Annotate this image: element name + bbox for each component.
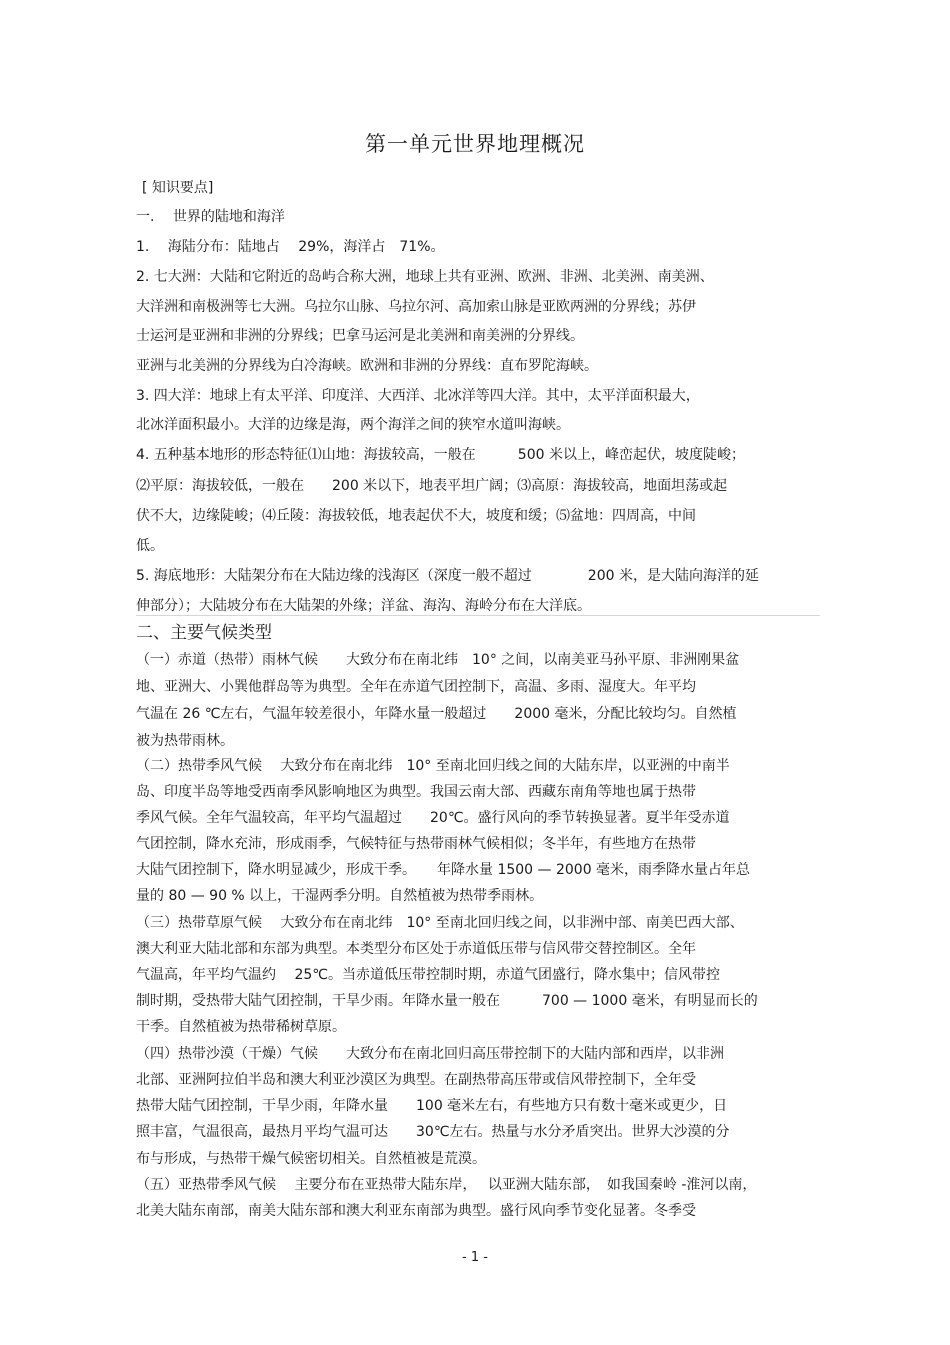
text-line: 干季。自然植被为热带稀树草原。 (136, 1019, 346, 1035)
text-line: （五）亚热带季风气候 主要分布在亚热带大陆东岸， 以亚洲大陆东部， 如我国秦岭 -淮河以南， (136, 1177, 757, 1193)
text-line: 5. 海底地形：大陆架分布在大陆边缘的浅海区（深度一般不超过 200 米，是大陆向海洋的延 (136, 568, 759, 584)
text-line: 伏不大，边缘陡峻；⑷丘陵：海拔较低，地表起伏不大，坡度和缓；⑸盆地：四周高，中间 (136, 508, 696, 524)
text-line: 大洋洲和南极洲等七大洲。乌拉尔山脉、乌拉尔河、高加索山脉是亚欧两洲的分界线；苏伊 (136, 299, 696, 315)
text-line: 士运河是亚洲和非洲的分界线；巴拿马运河是北美洲和南美洲的分界线。 (136, 328, 584, 344)
text-line: 气团控制，降水充沛，形成雨季，气候特征与热带雨林气候相似；冬半年，有些地方在热带 (136, 836, 696, 852)
section1-heading: 一. 世界的陆地和海洋 (136, 209, 285, 225)
text-line: 4. 五种基本地形的形态特征⑴山地：海拔较高，一般在 500 米以上，峰峦起伏，坡度陡峻； (136, 447, 745, 463)
text-line: 岛、印度半岛等地受西南季风影响地区为典型。我国云南大部、西藏东南角等地也属于热带 (136, 784, 696, 800)
text-line: 照丰富，气温很高，最热月平均气温可达 30℃左右。热量与水分矛盾突出。世界大沙漠的分 (136, 1124, 730, 1140)
text-line: 气温高，年平均气温约 25℃。当赤道低压带控制时期，赤道气团盛行，降水集中；信风带控 (136, 967, 720, 983)
text-line: 季风气候。全年气温较高，年平均气温超过 20℃。盛行风向的季节转换显著。夏半年受赤道 (136, 810, 730, 826)
text-line: （二）热带季风气候 大致分布在南北纬 10° 至南北回归线之间的大陆东岸，以亚洲的中南半 (136, 758, 730, 774)
section2-heading: 二、主要气候类型 (136, 623, 272, 643)
text-line: 2. 七大洲：大陆和它附近的岛屿合称大洲，地球上共有亚洲、欧洲、非洲、北美洲、南美洲、 (136, 269, 714, 285)
text-line: 地、亚洲大、小巽他群岛等为典型。全年在赤道气团控制下，高温、多雨、湿度大。年平均 (136, 679, 696, 695)
page-title: 第一单元世界地理概况 (365, 132, 585, 156)
text-line: 大陆气团控制下，降水明显减少，形成干季。 年降水量 1500 — 2000 毫米，雨季降水量占年总 (136, 862, 751, 878)
text-line: 1. 海陆分布：陆地占 29%，海洋占 71%。 (136, 239, 445, 255)
text-line: 3. 四大洋：地球上有太平洋、印度洋、大西洋、北冰洋等四大洋。其中，太平洋面积最大， (136, 388, 700, 404)
text-line: 伸部分）；大陆坡分布在大陆架的外缘；洋盆、海沟、海岭分布在大洋底。 (136, 598, 591, 614)
text-line: 气温在 26 ℃左右，气温年较差很小，年降水量一般超过 2000 毫米，分配比较均匀。自然植 (136, 706, 737, 722)
text-line: ⑵平原：海拔较低，一般在 200 米以下，地表平坦广阔；⑶高原：海拔较高，地面坦荡或起 (136, 478, 728, 494)
text-line: （一）赤道（热带）雨林气候 大致分布在南北纬 10° 之间，以南美亚马孙平原、非洲刚果盆 (136, 652, 740, 668)
text-line: 北冰洋面积最小。大洋的边缘是海，两个海洋之间的狭窄水道叫海峡。 (136, 417, 570, 433)
text-line: 制时期，受热带大陆气团控制，干旱少雨。年降水量一般在 700 — 1000 毫米，有明显而长的 (136, 993, 758, 1009)
text-line: （三）热带草原气候 大致分布在南北纬 10° 至南北回归线之间，以非洲中部、南美巴西大部、 (136, 915, 744, 931)
knowledge-tag: [ 知识要点] (142, 180, 214, 196)
text-line: （四）热带沙漠（干燥）气候 大致分布在南北回归高压带控制下的大陆内部和西岸，以非洲 (136, 1046, 724, 1062)
text-line: 布与形成，与热带干燥气候密切相关。自然植被是荒漠。 (136, 1151, 486, 1167)
text-line: 被为热带雨林。 (136, 733, 234, 749)
section-divider (136, 615, 820, 616)
text-line: 北美大陆东南部，南美大陆东部和澳大利亚东南部为典型。盛行风向季节变化显著。冬季受 (136, 1203, 696, 1219)
text-line: 北部、亚洲阿拉伯半岛和澳大利亚沙漠区为典型。在副热带高压带或信风带控制下，全年受 (136, 1072, 696, 1088)
text-line: 低。 (136, 538, 164, 554)
text-line: 热带大陆气团控制，干旱少雨，年降水量 100 毫米左右，有些地方只有数十毫米或更少，日 (136, 1098, 728, 1114)
text-line: 澳大利亚大陆北部和东部为典型。本类型分布区处于赤道低压带与信风带交替控制区。全年 (136, 941, 696, 957)
text-line: 量的 80 — 90 % 以上，干湿两季分明。自然植被为热带季雨林。 (136, 888, 544, 904)
page-number: - 1 - (462, 1250, 488, 1265)
text-line: 亚洲与北美洲的分界线为白冷海峡。欧洲和非洲的分界线：直布罗陀海峡。 (136, 358, 598, 374)
